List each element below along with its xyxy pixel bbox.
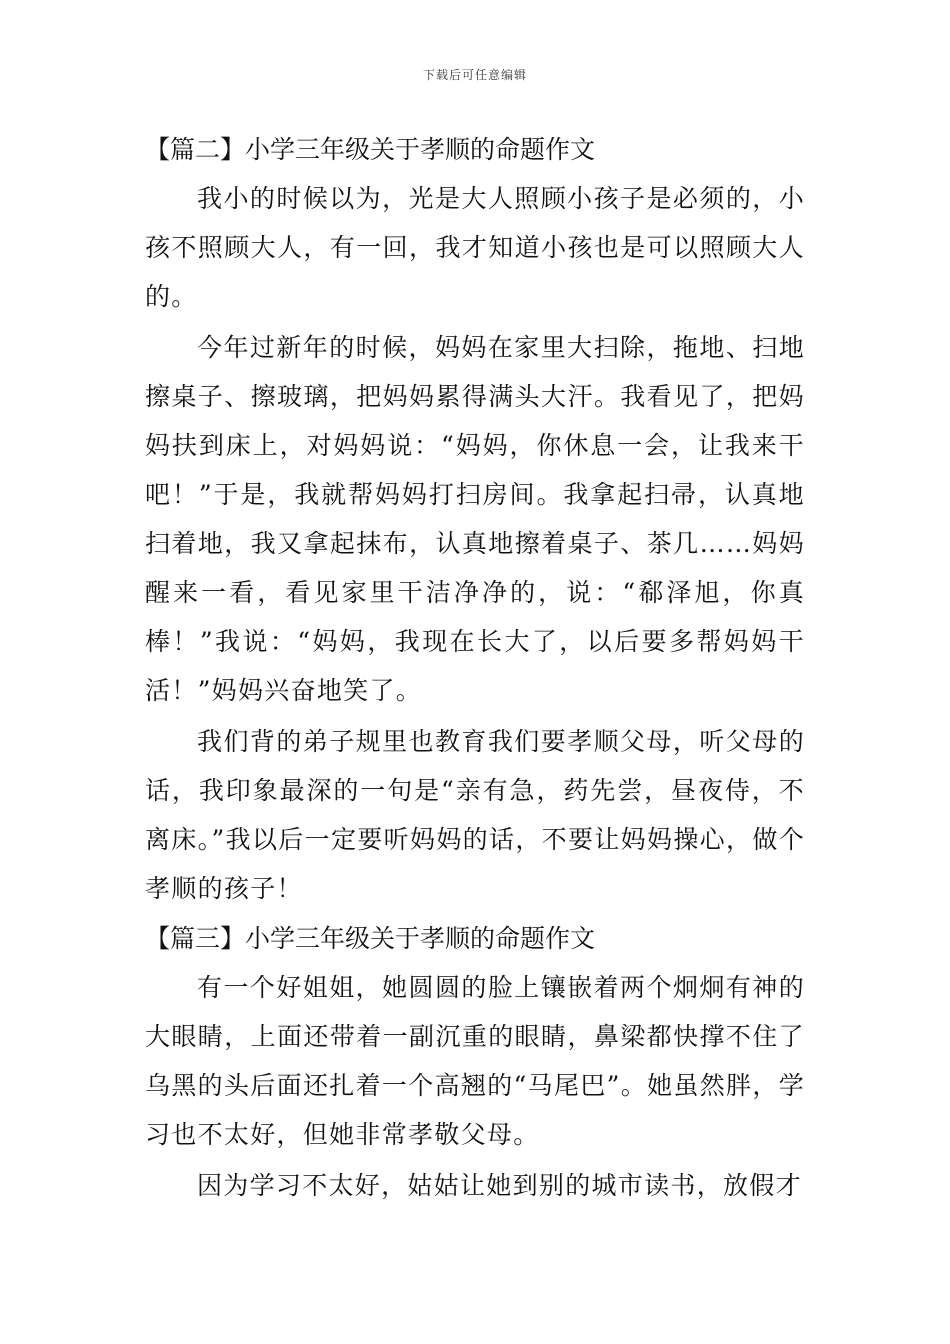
document-body — [145, 126, 805, 1212]
header-note: 下载后可任意编辑 — [422, 68, 527, 82]
section-title: 【篇二】小学三年级关于孝顺的命题作文 — [145, 135, 596, 164]
paragraph: 因为学习不太好，姑姑让她到别的城市读书，放假才 — [197, 1171, 802, 1200]
paragraph: 今年过新年的时候，妈妈在家里大扫除，拖地、扫地擦桌子、擦玻璃，把妈妈累得满头大汗。我看见了，把妈妈扶到床上，对妈妈说：“妈妈，你休息一会，让我来干吧！”于是，我就帮妈妈打扫房间。我拿起扫帚，认真地扫着地，我又拿起抹布，认真地擦着桌子、茶几……妈妈醒来一看，看见家里干洁净净的，说：“郗泽旭，你真棒！”我说：“妈妈，我现在长大了，以后要多帮妈妈干活！”妈妈兴奋地笑了。 — [145, 333, 805, 705]
section-title: 【篇三】小学三年级关于孝顺的命题作文 — [145, 924, 596, 953]
paragraph: 我小的时候以为，光是大人照顾小孩子是必须的，小孩不照顾大人，有一回，我才知道小孩也是可以照顾大人的。 — [145, 184, 805, 311]
paragraph: 有一个好姐姐，她圆圆的脸上镶嵌着两个炯炯有神的大眼睛，上面还带着一副沉重的眼睛，鼻梁都快撑不住了乌黑的头后面还扎着一个高翘的“马尾巴”。她虽然胖，学习也不太好，但她非常孝敬父母。 — [145, 973, 805, 1149]
paragraph: 我们背的弟子规里也教育我们要孝顺父母，听父母的话，我印象最深的一句是“亲有急，药先尝，昼夜侍，不离床。”我以后一定要听妈妈的话，不要让妈妈操心，做个孝顺的孩子！ — [145, 727, 805, 903]
